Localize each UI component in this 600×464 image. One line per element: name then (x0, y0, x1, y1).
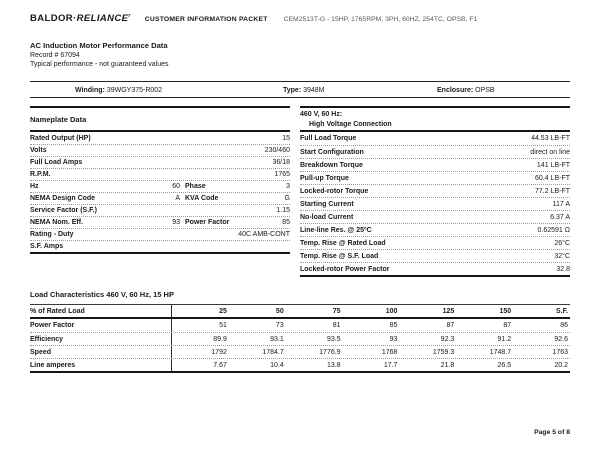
cell: 1759.3 (432, 348, 455, 356)
cell: 87 (446, 322, 455, 330)
cell: 86 (560, 322, 569, 330)
row-value: 60.4 LB-FT (534, 174, 570, 182)
row-value: 141 LB-FT (536, 161, 570, 169)
row-label: Full Load Torque (300, 135, 357, 143)
cell: 73 (275, 322, 284, 330)
cell: 91.2 (497, 335, 512, 343)
winding-value: 39WGY375-R002 (106, 87, 163, 95)
table-row (30, 319, 570, 332)
winding-bar (30, 81, 570, 98)
table-row (300, 171, 570, 184)
row-value: 117 A (552, 200, 570, 208)
type-field (283, 82, 325, 99)
cell: 81 (332, 322, 341, 330)
row-label: Line-line Res. @ 25ºC (300, 226, 372, 234)
nameplate-heading: Nameplate Data (30, 108, 290, 132)
row-label: NEMA Nom. Eff. (30, 219, 84, 227)
row-mid-value: 93 (172, 219, 180, 227)
hv-connection-heading (300, 108, 570, 132)
row-value: G (284, 195, 290, 203)
column-header: 125 (442, 307, 455, 315)
row-value: 32.8 (556, 265, 570, 273)
cell: 87 (503, 322, 512, 330)
row-label: Rated Output (HP) (30, 134, 91, 142)
winding-label: Winding: (75, 87, 105, 95)
column-header: 25 (219, 307, 227, 315)
table-row (300, 262, 570, 275)
table-row (30, 192, 290, 204)
row-value: 1765 (274, 171, 290, 179)
cell: 93 (389, 335, 398, 343)
row-value: 230/460 (264, 147, 290, 155)
brand-separator-dot: · (73, 13, 77, 25)
row-value: 40C AMB-CONT (238, 231, 290, 239)
row-label: Hz (30, 183, 39, 191)
table-row (30, 180, 290, 192)
table-row (30, 332, 570, 345)
row-label: Full Load Amps (30, 159, 83, 167)
table-row (300, 132, 570, 145)
column-header: 100 (385, 307, 398, 315)
row-label: Start Configuration (300, 148, 364, 156)
baldor-reliance-logo (30, 13, 131, 24)
cell: 93.1 (270, 335, 284, 343)
row-label: Power Factor (30, 319, 172, 332)
row-value: 77.2 LB-FT (534, 187, 570, 195)
cell: 1776.9 (319, 348, 341, 356)
row-value: 15 (282, 134, 290, 142)
table-row (30, 132, 290, 144)
row-label: Breakdown Torque (300, 161, 363, 169)
model-spec: CEM2513T-G - 15HP, 1765RPM, 3PH, 60HZ, 254TC, OPSB, F1 (283, 16, 478, 24)
performance-note: Typical performance - not guaranteed values (30, 61, 169, 69)
row-value: 6.37 A (550, 213, 570, 221)
table-row (300, 184, 570, 197)
row-mid-value: 60 (172, 183, 180, 191)
table-row (300, 210, 570, 223)
cell: 26.5 (497, 361, 512, 369)
row-label: Temp. Rise @ S.F. Load (300, 252, 379, 260)
table-row (300, 197, 570, 210)
doc-type-label: CUSTOMER INFORMATION PACKET (144, 16, 268, 24)
cell: 85 (389, 322, 398, 330)
doc-title: AC Induction Motor Performance Data (30, 41, 168, 51)
table-row (30, 204, 290, 216)
row-label: Locked-rotor Power Factor (300, 265, 390, 273)
table-body (30, 319, 570, 371)
table-row (30, 240, 290, 252)
row-label: Speed (30, 346, 172, 358)
row-mid-label: KVA Code (185, 195, 219, 203)
brand-reliance: RELIANCE (76, 13, 129, 25)
cell: 17.7 (383, 361, 398, 369)
row-value: 0.62591 Ω (537, 226, 570, 234)
table-row (300, 236, 570, 249)
table-row (300, 223, 570, 236)
hv-connection-table (300, 106, 570, 277)
row-label: Line amperes (30, 359, 172, 371)
table-row (30, 156, 290, 168)
row-label: Starting Current (300, 200, 354, 208)
row-value: 36/18 (272, 159, 290, 167)
hv-heading-line1: 460 V, 60 Hz: (300, 111, 343, 119)
nameplate-columns (30, 106, 570, 277)
type-value: 3948M (303, 87, 325, 95)
row-value: direct on line (530, 148, 570, 156)
type-label: Type: (283, 87, 302, 95)
load-characteristics-table (30, 304, 570, 373)
row-mid-label: Phase (185, 183, 206, 191)
trademark-mark: r (128, 13, 131, 19)
column-header: 150 (499, 307, 512, 315)
row-label: S.F. Amps (30, 243, 64, 251)
table-row (300, 249, 570, 262)
table-row (30, 345, 570, 358)
table-row (30, 144, 290, 156)
row-mid-label: Power Factor (185, 219, 230, 227)
row-label: Efficiency (30, 333, 172, 345)
cell: 1768 (381, 348, 398, 356)
row-value: 26°C (554, 239, 570, 247)
cell: 7.67 (213, 361, 227, 369)
enclosure-field (437, 82, 495, 99)
cell: 13.8 (326, 361, 341, 369)
record-number: Record # 67094 (30, 52, 80, 60)
row-label: Pull-up Torque (300, 174, 349, 182)
column-header: 50 (275, 307, 284, 315)
cell: 1784.7 (262, 348, 284, 356)
row-label: NEMA Design Code (30, 195, 96, 203)
enclosure-label: Enclosure: (437, 87, 474, 95)
row-mid-value: A (175, 195, 180, 203)
row-label: Volts (30, 147, 47, 155)
row-label: No-load Current (300, 213, 354, 221)
table-header-row (30, 305, 570, 319)
table-row (30, 228, 290, 240)
table-row (300, 145, 570, 158)
cell: 1748.7 (489, 348, 512, 356)
cell: 21.8 (440, 361, 455, 369)
row-label: Service Factor (S.F.) (30, 207, 97, 215)
nameplate-table (30, 106, 290, 254)
cell: 89.9 (213, 335, 227, 343)
hv-heading-line2: High Voltage Connection (309, 121, 392, 129)
cell: 93.5 (326, 335, 341, 343)
table-row (30, 216, 290, 228)
row-label: Locked-rotor Torque (300, 187, 369, 195)
load-characteristics-heading: Load Characteristics 460 V, 60 Hz, 15 HP (30, 290, 174, 300)
cell: 92.3 (440, 335, 455, 343)
row-value: 44.53 LB-FT (531, 135, 570, 143)
row-value: 85 (282, 219, 290, 227)
cell: 20.2 (554, 361, 569, 369)
brand-baldor: BALDOR (30, 13, 74, 25)
table-row (30, 168, 290, 180)
column-header: 75 (332, 307, 341, 315)
column-header: S.F. (555, 307, 569, 315)
table-row (30, 358, 570, 371)
row-value: 1.15 (276, 207, 290, 215)
cell: 1763 (552, 348, 569, 356)
winding-field (75, 82, 162, 99)
title-block (30, 41, 570, 68)
table-row (300, 158, 570, 171)
page-header (30, 13, 570, 24)
cell: 1792 (211, 348, 227, 356)
row-label: R.P.M. (30, 171, 51, 179)
row-label: Temp. Rise @ Rated Load (300, 239, 386, 247)
cell: 92.6 (554, 335, 569, 343)
column-header-label: % of Rated Load (30, 305, 172, 317)
row-label: Rating - Duty (30, 231, 74, 239)
enclosure-value: OPSB (475, 87, 495, 95)
cell: 10.4 (270, 361, 284, 369)
row-value: 3 (286, 183, 290, 191)
cell: 51 (219, 322, 227, 330)
row-value: 32°C (554, 252, 570, 260)
page-number: Page 5 of 8 (534, 429, 570, 437)
